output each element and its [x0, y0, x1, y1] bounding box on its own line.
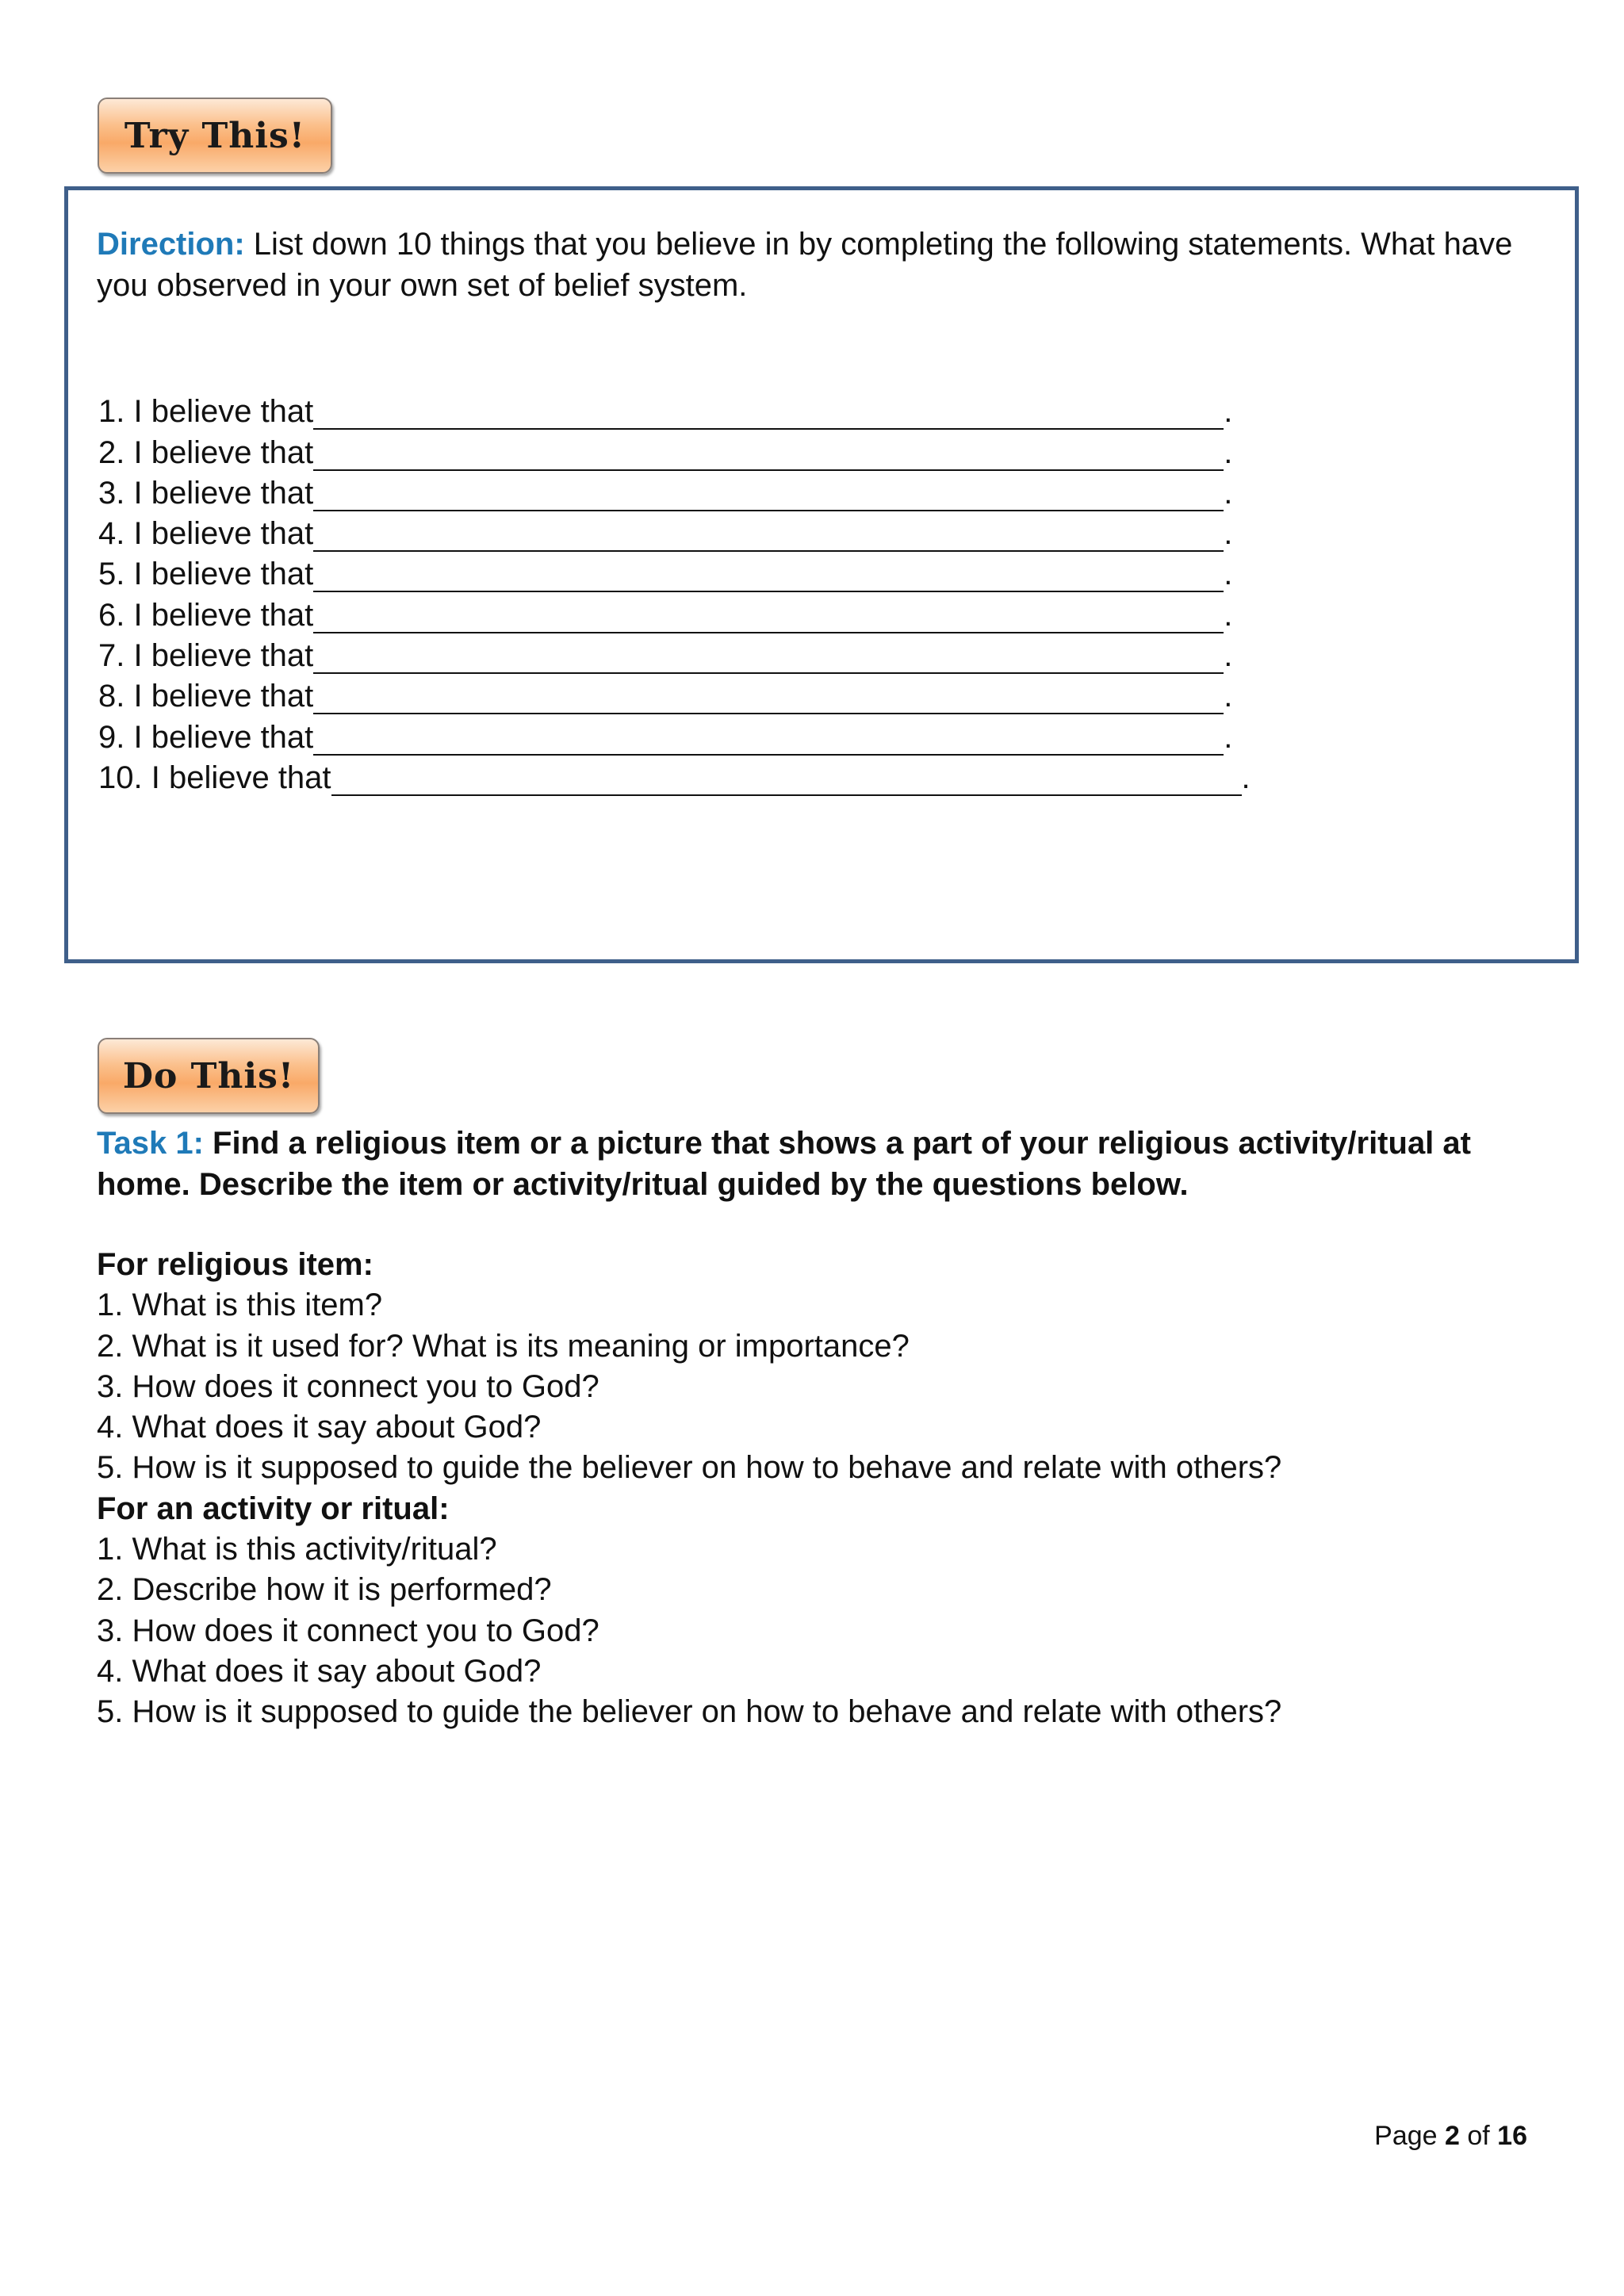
question-item: 5. How is it supposed to guide the believer on how to behave and relate with others?	[97, 1694, 1282, 1730]
page-number: Page 2 of 16	[1374, 2121, 1527, 2151]
question-item: 3. How does it connect you to God?	[97, 1368, 599, 1404]
belief-statement-row: 7. I believe that .	[98, 638, 1233, 674]
answer-blank[interactable]	[331, 763, 1242, 796]
belief-statement-label: 8. I believe that	[98, 679, 314, 714]
belief-statement-label: 7. I believe that	[98, 638, 314, 674]
belief-statement-label: 10. I believe that	[98, 760, 331, 795]
belief-statements-list	[98, 389, 1251, 796]
try-this-badge: Try This!	[98, 98, 332, 174]
direction-text: List down 10 things that you believe in by completing the following statements. What have you observed in your own set of belief system.	[97, 227, 1513, 303]
current-page: 2	[1445, 2121, 1460, 2151]
answer-blank[interactable]	[313, 478, 1224, 511]
belief-statement-row: 3. I believe that .	[98, 475, 1233, 511]
answer-blank[interactable]	[313, 641, 1224, 674]
task-text: Find a religious item or a picture that shows a part of your religious activity/ritual at home. Describe the item or activity/ritual guided by the questions below.	[97, 1126, 1471, 1202]
religious-item-heading: For religious item:	[97, 1247, 373, 1282]
direction-label: Direction:	[97, 227, 245, 262]
belief-statement-row: 5. I believe that .	[98, 557, 1233, 592]
task-paragraph	[97, 1123, 1572, 1205]
belief-statement-row: 2. I believe that .	[98, 434, 1233, 470]
question-item: 2. Describe how it is performed?	[97, 1572, 552, 1608]
belief-statement-row: 8. I believe that .	[98, 679, 1233, 714]
question-item: 4. What does it say about God?	[97, 1653, 542, 1689]
guide-questions	[97, 1245, 1281, 1733]
belief-statement-label: 4. I believe that	[98, 516, 314, 552]
belief-statement-row: 4. I believe that .	[98, 516, 1233, 552]
belief-statement-row: 6. I believe that .	[98, 597, 1233, 633]
belief-statement-row: 10. I believe that .	[98, 760, 1251, 795]
do-this-badge: Do This!	[98, 1038, 320, 1114]
answer-blank[interactable]	[313, 722, 1224, 756]
answer-blank[interactable]	[313, 396, 1224, 430]
belief-statement-label: 9. I believe that	[98, 719, 314, 755]
question-item: 4. What does it say about God?	[97, 1410, 542, 1445]
answer-blank[interactable]	[313, 600, 1224, 633]
question-item: 1. What is this activity/ritual?	[97, 1532, 497, 1567]
belief-statement-row: 9. I believe that .	[98, 719, 1233, 755]
belief-statement-label: 1. I believe that	[98, 394, 314, 430]
question-item: 3. How does it connect you to God?	[97, 1613, 599, 1648]
belief-statement-label: 3. I believe that	[98, 475, 314, 511]
question-item: 1. What is this item?	[97, 1288, 383, 1323]
answer-blank[interactable]	[313, 519, 1224, 552]
question-item: 5. How is it supposed to guide the believer on how to behave and relate with others?	[97, 1450, 1282, 1486]
task-label: Task 1:	[97, 1126, 204, 1161]
activity-ritual-heading: For an activity or ritual:	[97, 1490, 450, 1526]
answer-blank[interactable]	[313, 559, 1224, 592]
question-item: 2. What is it used for? What is its meaning or importance?	[97, 1328, 910, 1364]
belief-statement-row: 1. I believe that .	[98, 394, 1233, 430]
answer-blank[interactable]	[313, 438, 1224, 471]
answer-blank[interactable]	[313, 681, 1224, 714]
direction-paragraph	[97, 224, 1524, 306]
belief-statement-label: 2. I believe that	[98, 434, 314, 470]
belief-statement-label: 6. I believe that	[98, 597, 314, 633]
belief-statement-label: 5. I believe that	[98, 557, 314, 592]
total-pages: 16	[1497, 2121, 1527, 2151]
